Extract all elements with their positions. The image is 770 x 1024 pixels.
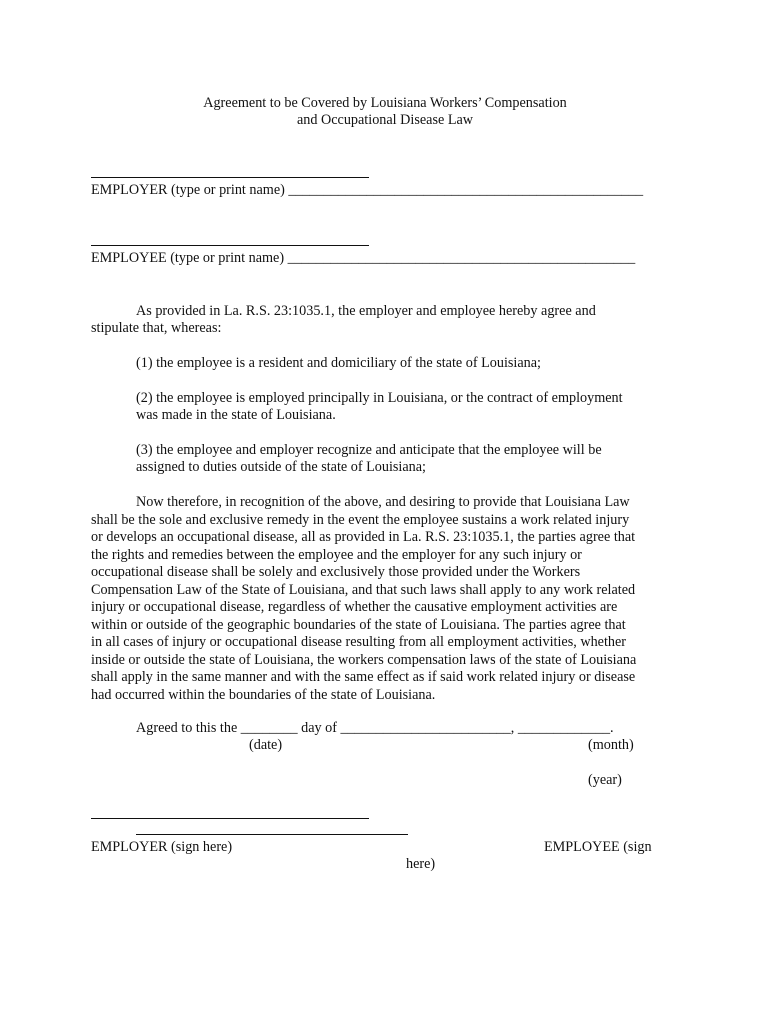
body-line: had occurred within the boundaries of the state of Louisiana. xyxy=(91,686,436,703)
employee-sign-label: EMPLOYEE (sign xyxy=(544,839,652,855)
body-line: inside or outside the state of Louisiana, the workers compensation laws of the state of Louisiana xyxy=(91,651,637,668)
employee-print-label: EMPLOYEE (type or print name) _________________________________________________ xyxy=(91,250,636,266)
employer-print-label: EMPLOYER (type or print name) __________________________________________________ xyxy=(91,182,644,198)
employer-sign-label: EMPLOYER (sign here) xyxy=(91,839,233,855)
body-line: Now therefore, in recognition of the above, and desiring to provide that Louisiana Law xyxy=(136,494,630,510)
employee-signature-line[interactable] xyxy=(136,834,408,835)
body-line: within or outside of the geographic boundaries of the state of Louisiana. The parties agree that xyxy=(91,616,626,633)
body-line: the rights and remedies between the employee and the employer for any such injury or xyxy=(91,546,582,563)
employee-name-line[interactable] xyxy=(91,245,369,246)
body-line: shall apply in the same manner and with the same effect as if said work related injury or disease xyxy=(91,669,636,685)
body-line: occupational disease shall be solely and exclusively those provided under the Workers xyxy=(91,564,581,580)
year-caption: (year) xyxy=(588,772,622,788)
document-title-line-1: Agreement to be Covered by Louisiana Workers’ Compensation xyxy=(203,95,567,111)
clause-2-line-1: (2) the employee is employed principally in Louisiana, or the contract of employment xyxy=(136,390,623,406)
body-line: shall be the sole and exclusive remedy in the event the employee sustains a work related injury xyxy=(91,511,630,528)
intro-line-1: As provided in La. R.S. 23:1035.1, the employer and employee hereby agree and xyxy=(136,303,596,319)
clause-3-line-1: (3) the employee and employer recognize and anticipate that the employee will be xyxy=(136,442,602,458)
employer-signature-line[interactable] xyxy=(91,818,369,819)
clause-2-line-2: was made in the state of Louisiana. xyxy=(136,407,336,423)
agreement-date-line[interactable]: Agreed to this the ________ day of ________________________, _____________. xyxy=(136,720,614,736)
intro-line-2: stipulate that, whereas: xyxy=(91,320,222,336)
employer-name-line[interactable] xyxy=(91,177,369,178)
document-title-line-2: and Occupational Disease Law xyxy=(296,112,474,128)
clause-1: (1) the employee is a resident and domiciliary of the state of Louisiana; xyxy=(136,355,542,371)
body-line: or develops an occupational disease, all as provided in La. R.S. 23:1035.1, the parties agree that xyxy=(91,529,636,545)
body-line: in all cases of injury or occupational disease resulting from all employment activities, whether xyxy=(91,634,627,650)
date-caption: (date) xyxy=(249,737,283,753)
body-line: Compensation Law of the State of Louisiana, and that such laws shall apply to any work related xyxy=(91,581,636,598)
clause-3-line-2: assigned to duties outside of the state of Louisiana; xyxy=(136,459,426,475)
body-line: injury or occupational disease, regardless of whether the causative employment activities are xyxy=(91,599,618,615)
month-caption: (month) xyxy=(588,737,634,753)
employee-sign-label-continued: here) xyxy=(406,856,436,872)
